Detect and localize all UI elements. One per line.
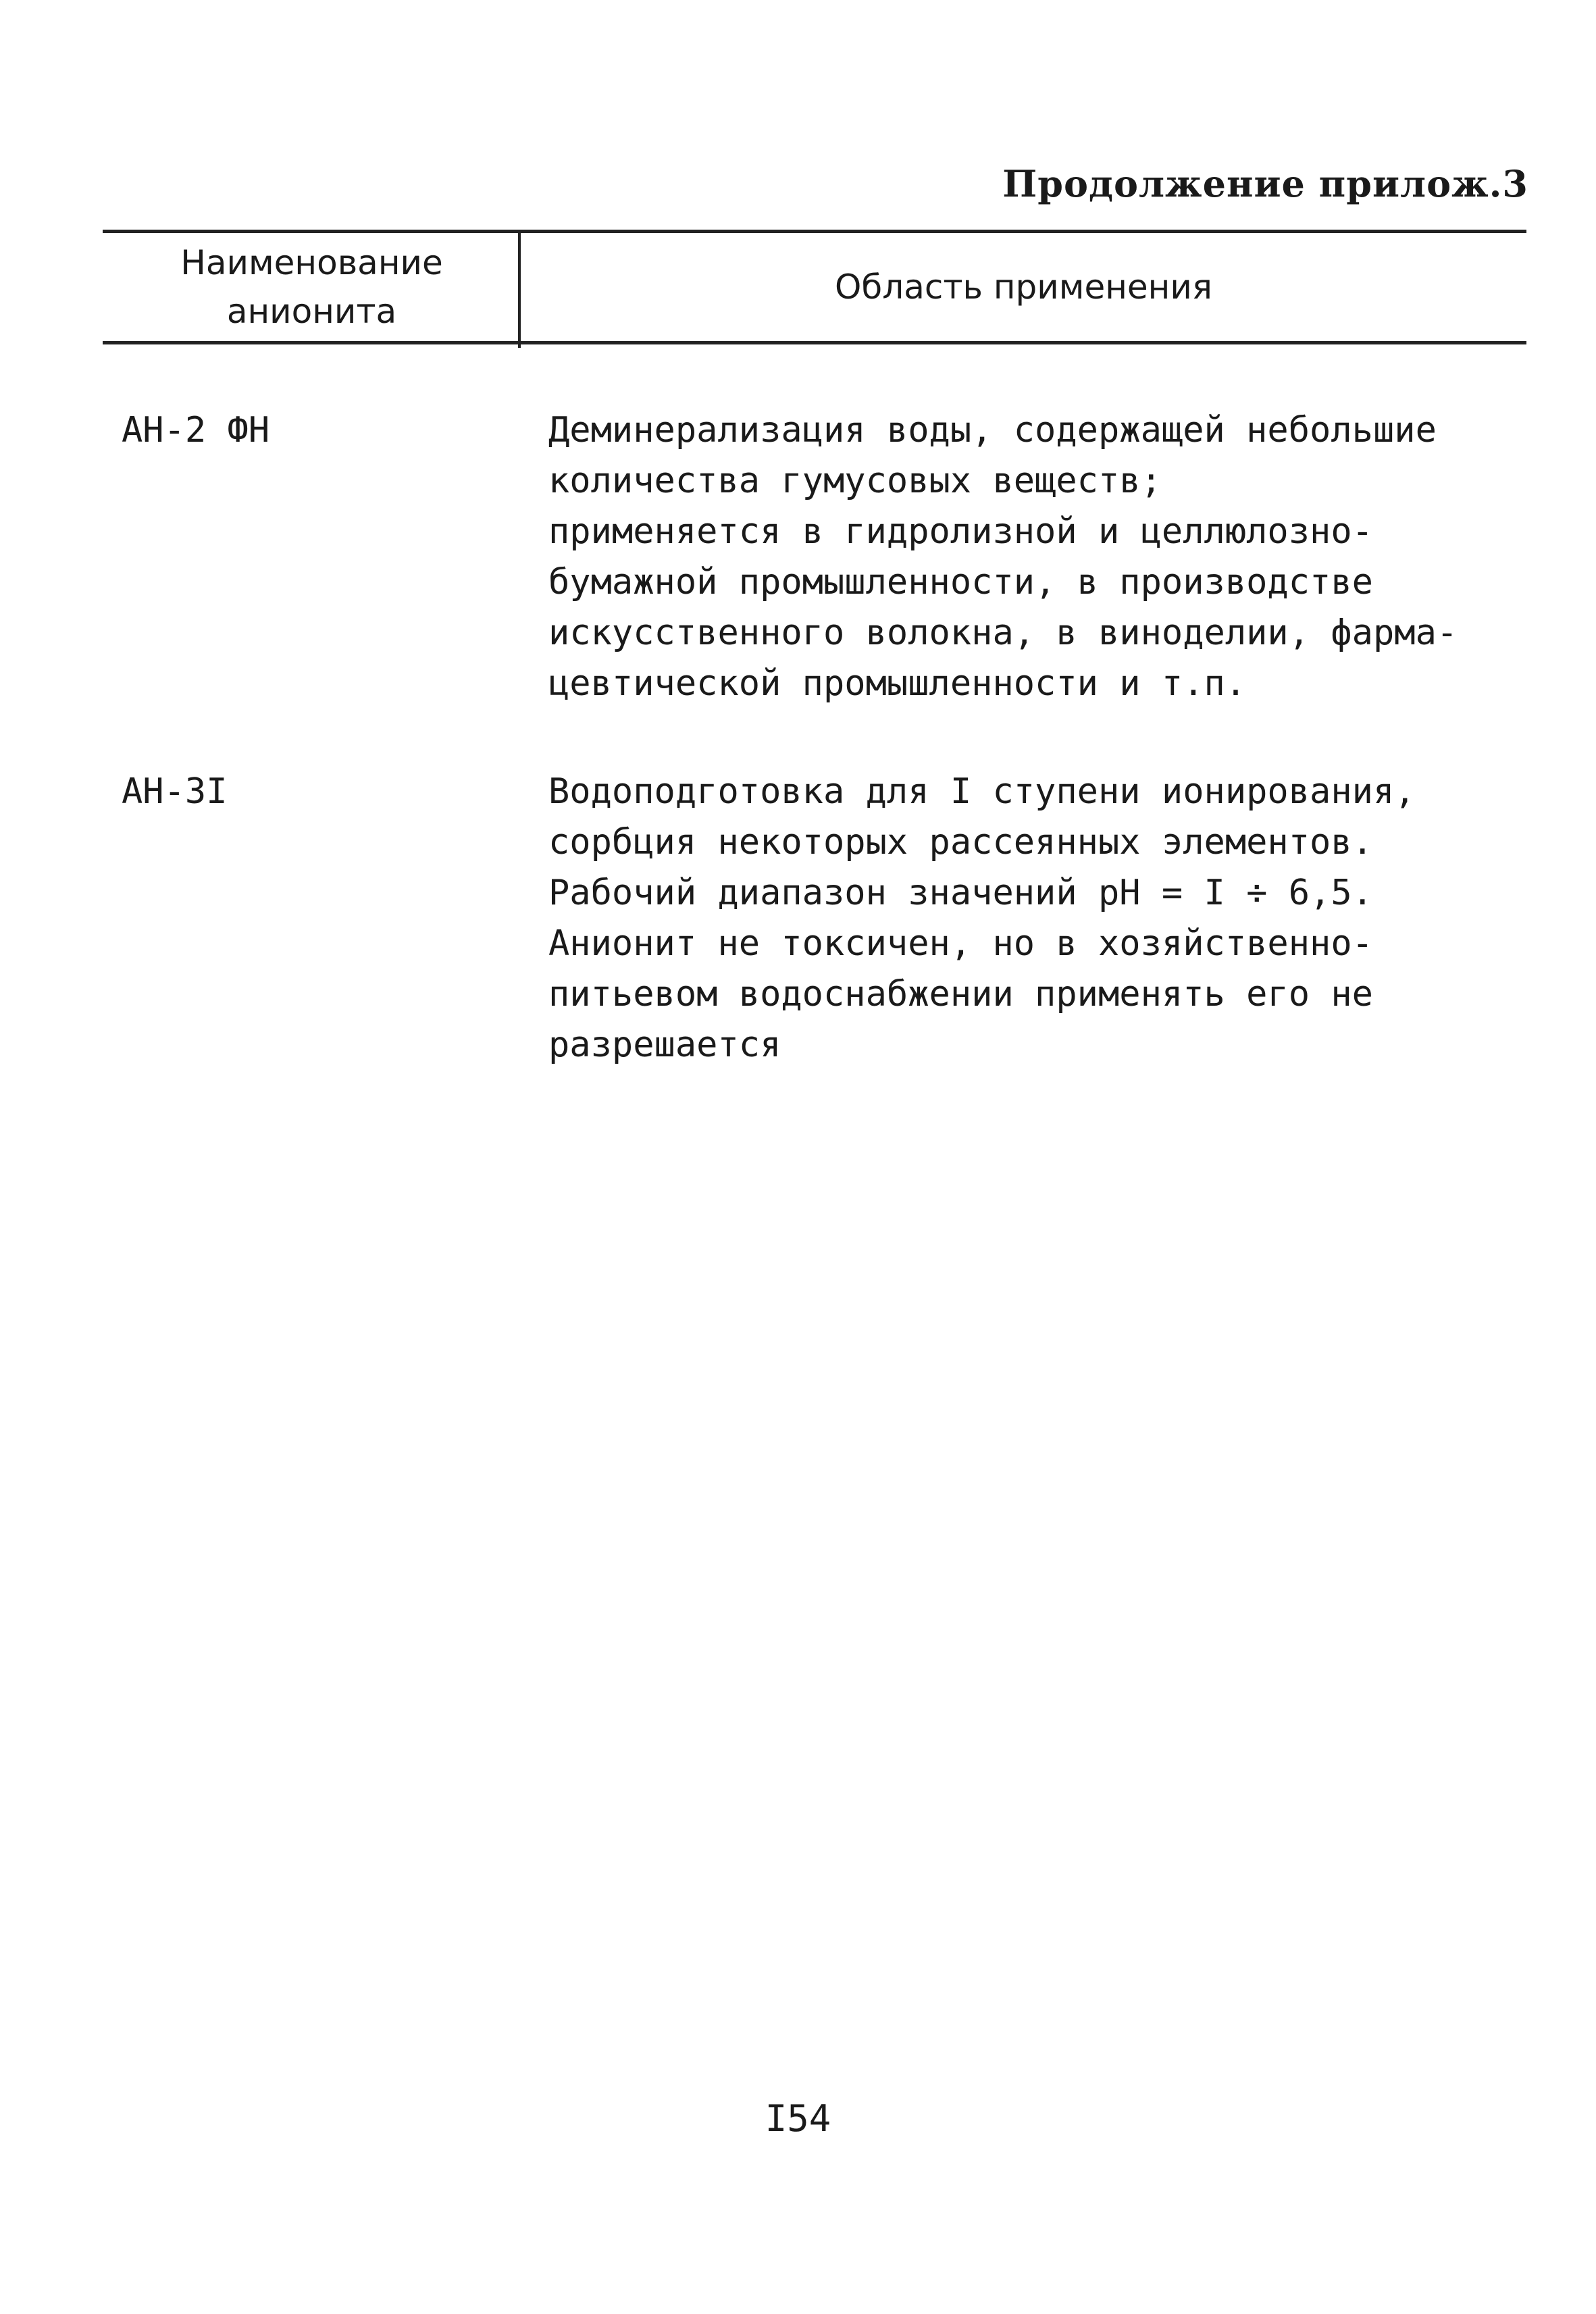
area-line: количества гумусовых веществ; xyxy=(548,461,1162,501)
table-header xyxy=(103,230,1526,344)
area-line: искусственного волокна, в виноделии, фарма- xyxy=(548,613,1458,653)
area-line: разрешается xyxy=(548,1025,781,1065)
area-line: Водоподготовка для I ступени ионирования, xyxy=(548,771,1416,812)
header-name-line2: анионита xyxy=(226,292,397,331)
area-line: Анионит не токсичен, но в хозяйственно- xyxy=(548,923,1373,964)
table-row xyxy=(103,405,1526,709)
area-line: применяется в гидролизной и целлюлозно- xyxy=(548,511,1373,552)
area-line: Рабочий диапазон значений pH = I ÷ 6,5. xyxy=(548,873,1373,913)
table-row xyxy=(103,767,1526,1071)
header-area-cell: Область применения xyxy=(835,267,1212,307)
anion-exchanger-table xyxy=(103,230,1526,1071)
area-line: бумажной промышленности, в производстве xyxy=(548,562,1373,602)
header-name-line1: Наименование xyxy=(180,243,443,282)
area-line: цевтической промышленности и т.п. xyxy=(548,663,1247,704)
row-area-cell xyxy=(548,767,1416,1071)
header-name-cell xyxy=(103,233,521,341)
table-body xyxy=(103,405,1526,1071)
area-line: сорбция некоторых рассеянных элементов. xyxy=(548,822,1373,863)
column-divider xyxy=(518,230,521,348)
area-line: Деминерализация воды, содержащей небольшие xyxy=(548,410,1437,451)
row-area-cell xyxy=(548,405,1458,709)
row-name-cell: АН-2 ФН xyxy=(122,410,270,451)
continuation-label: Продолжение прилож.3 xyxy=(1002,162,1528,205)
area-line: питьевом водоснабжении применять его не xyxy=(548,974,1373,1014)
page-number: I54 xyxy=(765,2097,831,2140)
row-name-cell: АН-3I xyxy=(122,771,228,812)
